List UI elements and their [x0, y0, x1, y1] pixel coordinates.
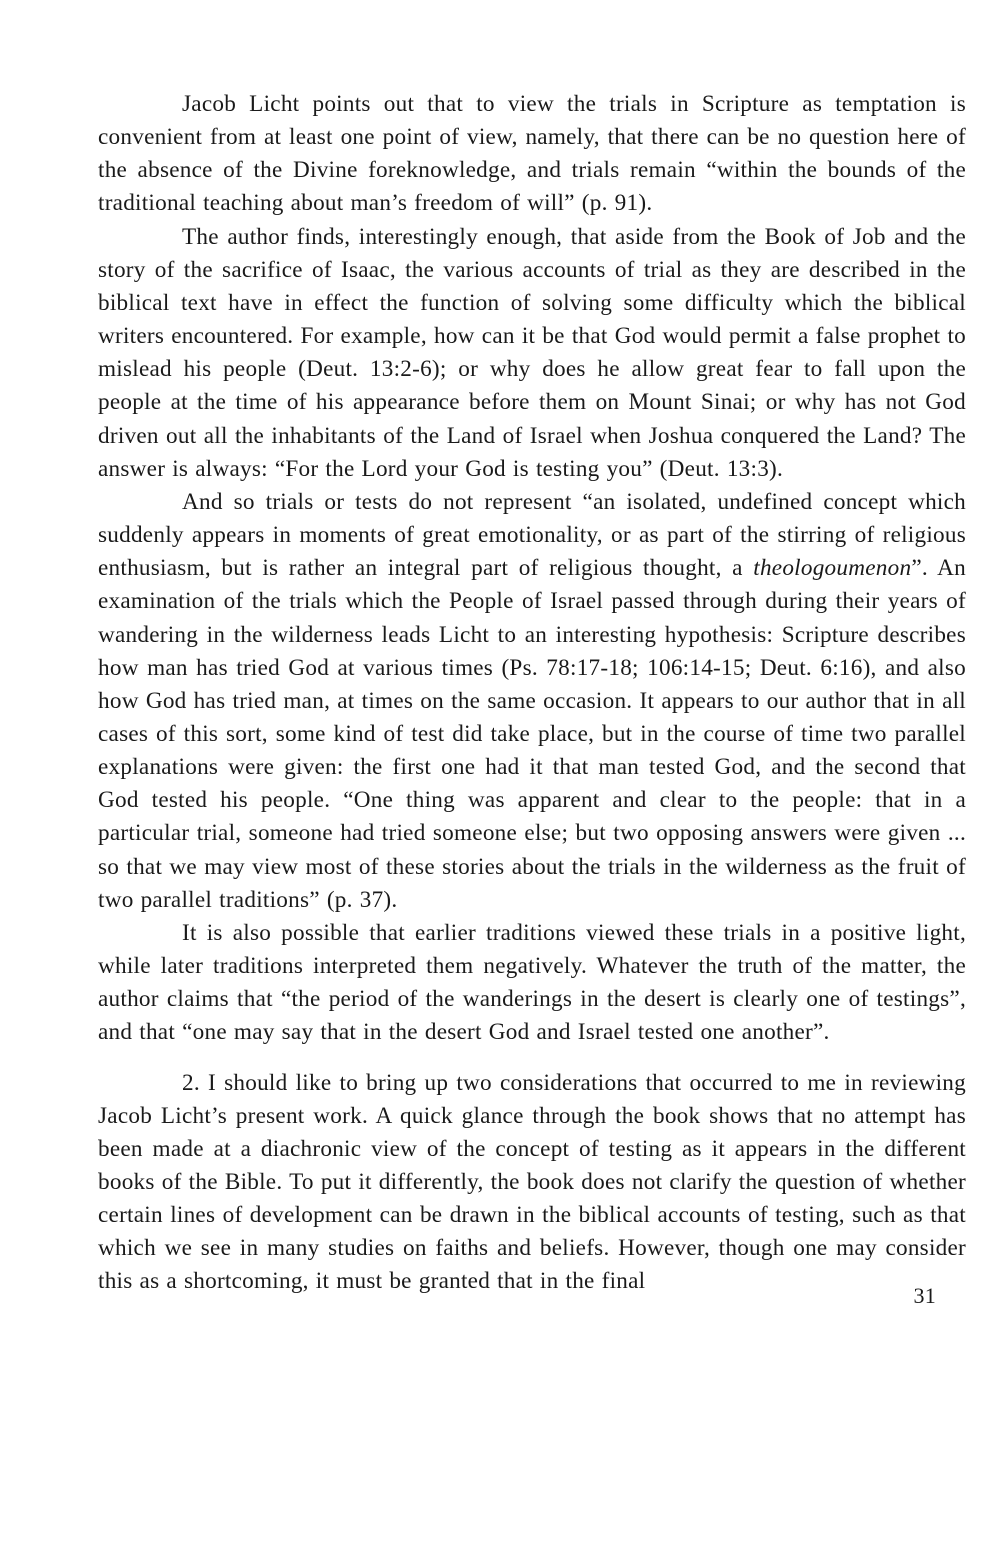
paragraph-author-finds: The author finds, interestingly enough, that aside from the Book of Job and the story of the sacrifice of Isaac, the various accounts of trial as they are described in the biblical text have in effect the function of solving some difficulty which the biblical writers encountered. For example, how can it be that God would permit a false prophet to mislead his people (Deut. 13:2-6); or why does he allow great fear to fall upon the people at the time of his appearance before them on Mount Sinai; or why has not God driven out all the inhabitants of the Land of Israel when Joshua conquered the Land? The answer is always: “For the Lord your God is testing you” (Deut. 13:3).: [98, 223, 966, 482]
document-page: [98, 88, 966, 1309]
paragraph-trials-concept: [98, 486, 966, 917]
page-number: 31: [913, 1283, 936, 1309]
paragraph-licht-temptation: Jacob Licht points out that to view the trials in Scripture as temptation is convenient from at least one point of view, namely, that there can be no question here of the absence of the Divine foreknowledge, and trials remain “within the bounds of the traditional teaching about man’s freedom of will” (p. 91).: [98, 91, 966, 217]
paragraph-section-2: 2. I should like to bring up two considerations that occurred to me in reviewing Jacob Licht’s present work. A quick glance through the book shows that no attempt has been made at a diachronic view of the concept of testing as it appears in the different books of the Bible. To put it differently, the book does not clarify the question of whether certain lines of development can be drawn in the biblical accounts of testing, such as that which we see in many studies on faiths and beliefs. However, though one may consider this as a shortcoming, it must be granted that in the final: [98, 1069, 966, 1295]
paragraph-earlier-traditions: It is also possible that earlier traditions viewed these trials in a positive light, while later traditions interpreted them negatively. Whatever the truth of the matter, the author claims that “the period of the wanderings in the desert is clearly one of testings”, and that “one may say that in the desert God and Israel tested one another”.: [98, 919, 966, 1046]
paragraph-trials-concept-start: And so trials or tests do not represent “an isolated, undefined concept which suddenly appears in moments of great emotionality, or as part of the stirring of religious enthusiasm, but is rather an integral part of religious thought, a: [98, 488, 966, 582]
paragraph-trials-concept-rest: ”. An examination of the trials which the People of Israel passed through during their years of wandering in the wilderness leads Licht to an interesting hypothesis: Scripture describes how man has tried God at various times (Ps. 78:17-18; 106:14-15; Deut. 6:16), and also how God has tried man, at times on the same occasion. It appears to our author that in all cases of this sort, some kind of test did take place, but in the course of time two parallel explanations were given: the first one had it that man tested God, and the second that God tested his people. “One thing was apparent and clear to the people: that in a particular trial, someone had tried someone else; but two opposing answers were given ... so that we may view most of these stories about the trials in the wilderness as the fruit of two parallel traditions” (p. 37).: [98, 555, 966, 913]
italic-term-theologoumenon: theologoumenon: [753, 555, 912, 582]
